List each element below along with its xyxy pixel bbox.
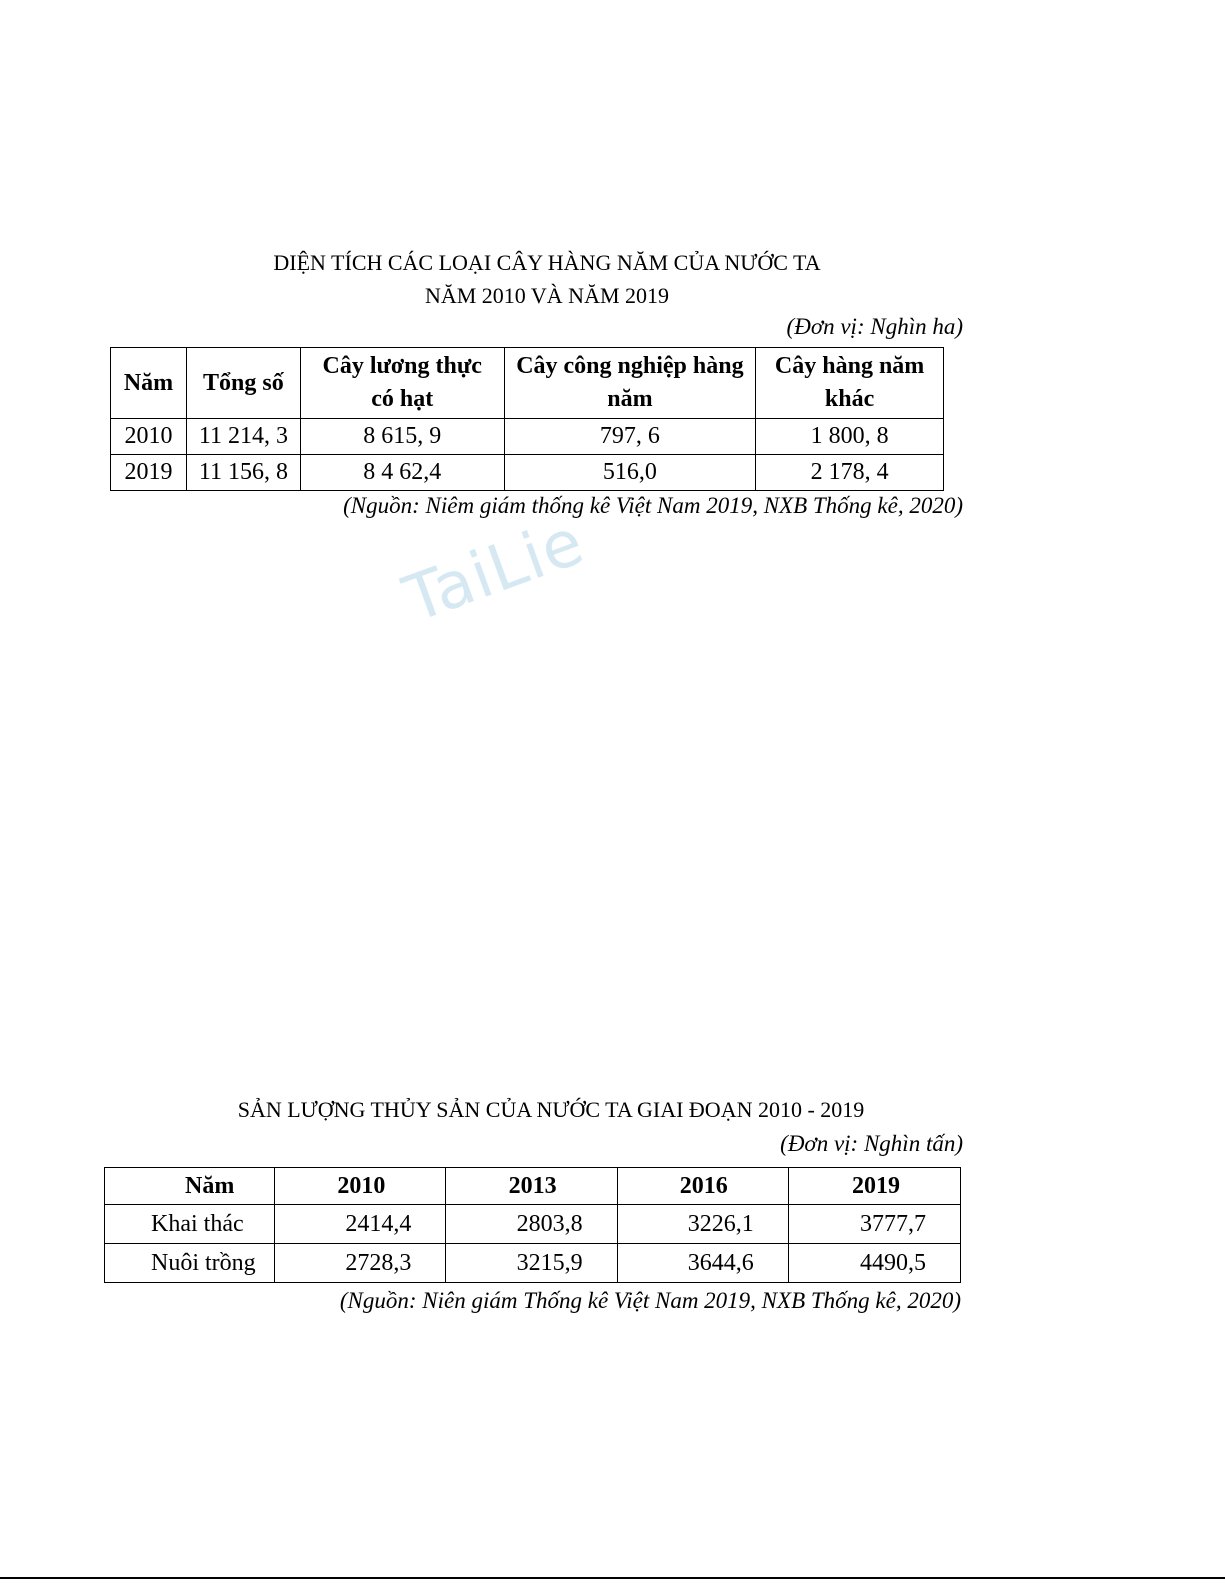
- table2-row-label: Khai thác: [105, 1205, 275, 1244]
- table1-cell: 797, 6: [504, 419, 756, 455]
- table1-header-industrial-crops-l1: Cây công nghiệp hàng: [516, 353, 744, 379]
- table2-cell: 4490,5: [788, 1244, 960, 1283]
- table2-header-2013: 2013: [446, 1168, 617, 1205]
- table1-cell: 2019: [111, 455, 187, 491]
- table1-cell: 8 615, 9: [300, 419, 504, 455]
- table2-title: SẢN LƯỢNG THỦY SẢN CỦA NƯỚC TA GIAI ĐOẠN 2010 - 2019: [237, 1097, 865, 1122]
- table2-cell: 3777,7: [788, 1205, 960, 1244]
- table1-cell: 1 800, 8: [756, 419, 944, 455]
- table1-cell: 2 178, 4: [756, 455, 944, 491]
- table2-cell: 2414,4: [275, 1205, 446, 1244]
- table1-header-industrial-crops: [504, 348, 756, 419]
- table2-cell: 3226,1: [617, 1205, 788, 1244]
- table1-header-other-crops: [756, 348, 944, 419]
- table-row: [111, 419, 944, 455]
- table1-cell: 2010: [111, 419, 187, 455]
- table1: [110, 347, 944, 491]
- table-row: [105, 1244, 961, 1283]
- table1-source: (Nguồn: Niêm giám thống kê Việt Nam 2019, NXB Thống kê, 2020): [343, 493, 963, 518]
- table1-header-food-crops: [300, 348, 504, 419]
- table2-header-year: Năm: [105, 1168, 275, 1205]
- page-bottom-rule: [0, 1577, 1225, 1579]
- table2-row-label: Nuôi trồng: [105, 1244, 275, 1283]
- table-row: [105, 1205, 961, 1244]
- table2-cell: 3644,6: [617, 1244, 788, 1283]
- table1-header-row: [111, 348, 944, 419]
- table-row: [111, 455, 944, 491]
- table1-header-total: Tổng số: [186, 348, 300, 419]
- table1-header-industrial-crops-l2: năm: [607, 386, 653, 412]
- table1-cell: 8 4 62,4: [300, 455, 504, 491]
- table2-cell: 3215,9: [446, 1244, 617, 1283]
- table1-header-food-crops-l2: có hạt: [371, 386, 434, 412]
- table1-unit: (Đơn vị: Nghìn ha): [786, 314, 963, 339]
- table2-header-2019: 2019: [788, 1168, 960, 1205]
- table1-title-line1: DIỆN TÍCH CÁC LOẠI CÂY HÀNG NĂM CỦA NƯỚC TA: [273, 250, 821, 275]
- table2-cell: 2803,8: [446, 1205, 617, 1244]
- table2-cell: 2728,3: [275, 1244, 446, 1283]
- table2: [104, 1167, 961, 1283]
- table1-title-line2: NĂM 2010 VÀ NĂM 2019: [424, 283, 670, 308]
- table2-header-row: [105, 1168, 961, 1205]
- table1-cell: 11 156, 8: [186, 455, 300, 491]
- table1-header-other-crops-l1: Cây hàng năm: [774, 353, 925, 379]
- table1-header-year: Năm: [111, 348, 187, 419]
- table1-cell: 516,0: [504, 455, 756, 491]
- table1-header-food-crops-l1: Cây lương thực: [322, 353, 482, 379]
- table2-source: (Nguồn: Niên giám Thống kê Việt Nam 2019, NXB Thống kê, 2020): [339, 1288, 961, 1313]
- table2-header-2016: 2016: [617, 1168, 788, 1205]
- table1-header-other-crops-l2: khác: [824, 386, 875, 412]
- table1-cell: 11 214, 3: [186, 419, 300, 455]
- watermark-logo: TaiLie: [395, 504, 594, 638]
- table2-header-2010: 2010: [275, 1168, 446, 1205]
- table2-unit: (Đơn vị: Nghìn tấn): [780, 1131, 963, 1156]
